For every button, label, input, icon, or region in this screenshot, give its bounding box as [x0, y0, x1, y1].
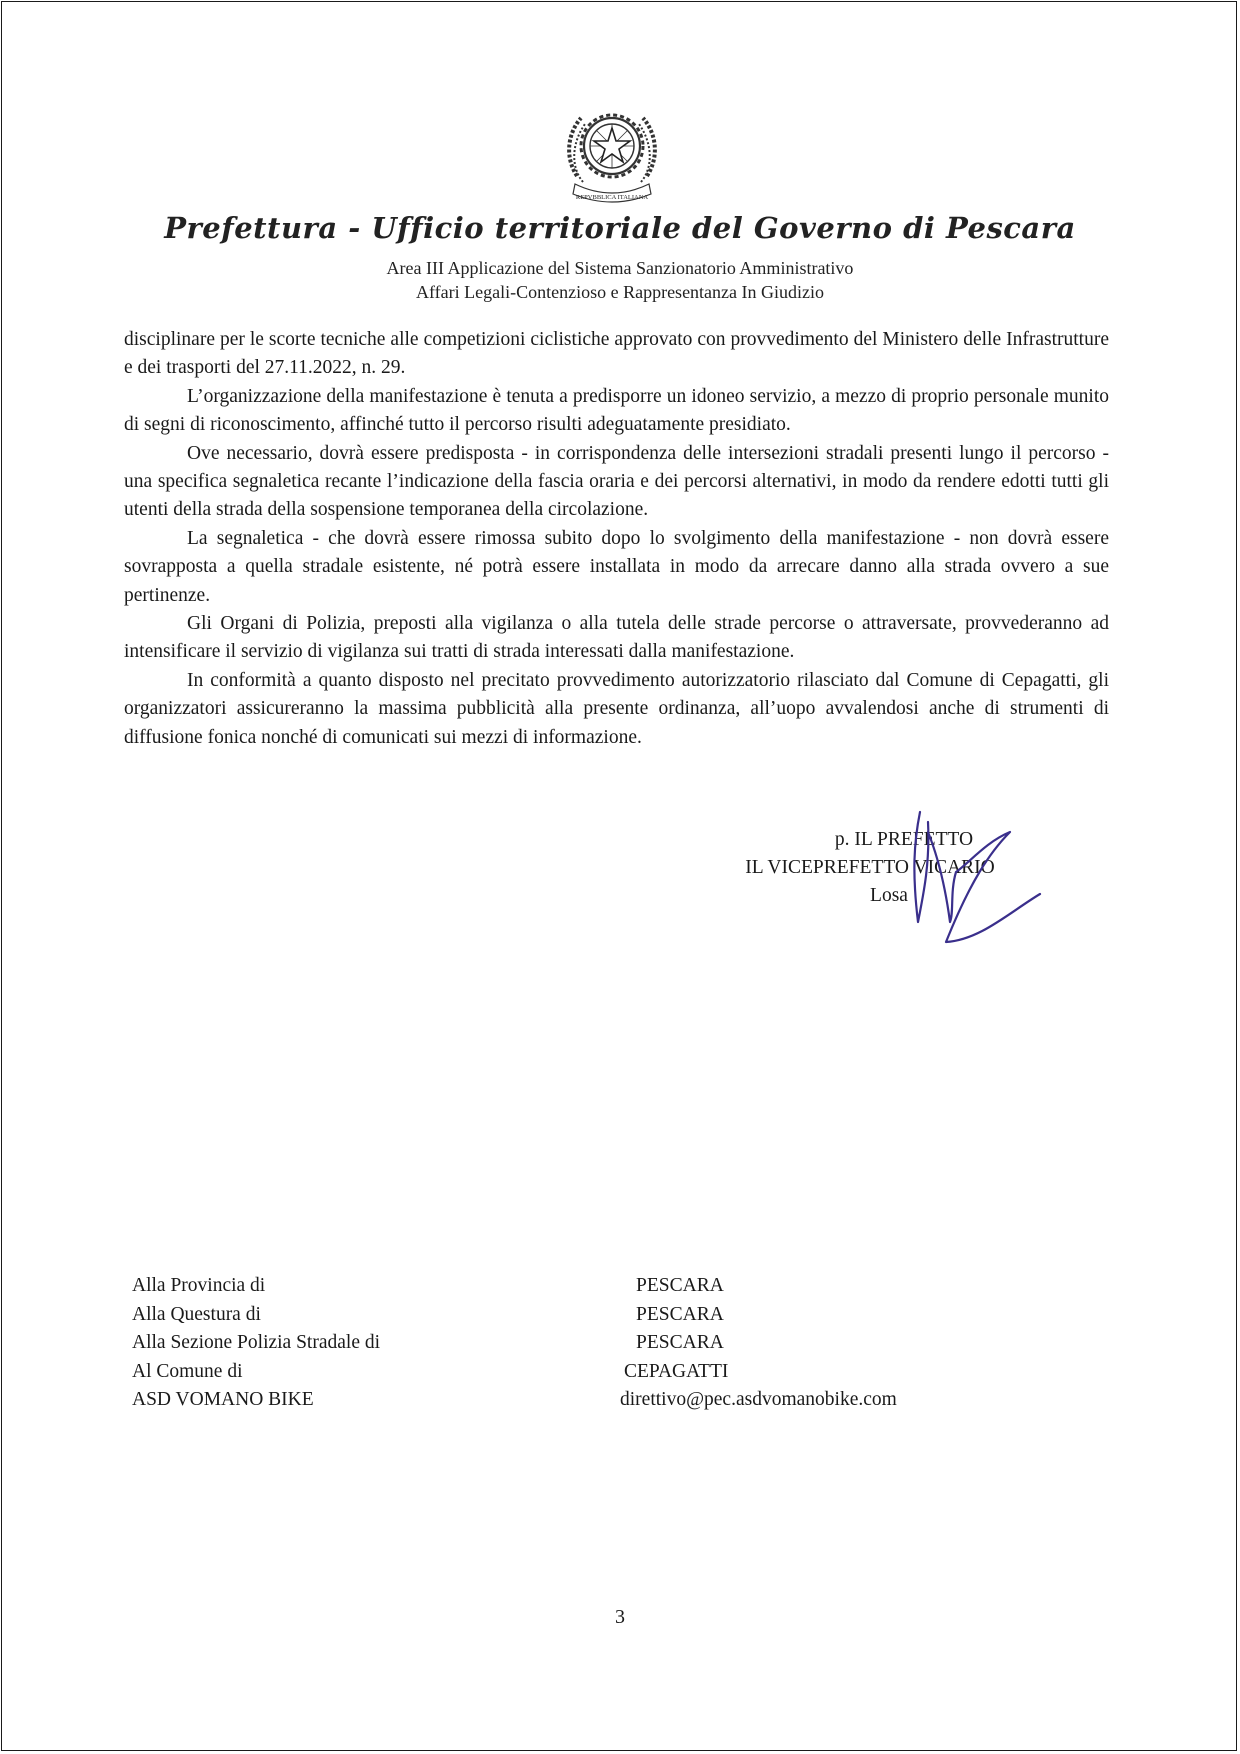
signature-line-prefetto: p. IL PREFETTO [834, 829, 974, 850]
recipient-place: CEPAGATTI [624, 1360, 729, 1382]
paragraph: disciplinare per le scorte tecniche alle competizioni ciclistiche approvato con provvedimento del Ministero delle Infrastrutture e dei trasporti del 27.11.2022, n. 29. [124, 329, 1109, 379]
recipient-name: ASD VOMANO BIKE [132, 1389, 314, 1411]
paragraph: In conformità a quanto disposto nel precitato provvedimento autorizzatorio rilasciato dal Comune di Cepagatti, gli organizzatori assicureranno la massima pubblicità alla presente ordinanza, all’uopo avvalendosi anche di strumenti di diffusione fonica nonché di comunicati sui mezzi di informazione. [124, 669, 1109, 748]
area-subtitle: Area III Applicazione del Sistema Sanzionatorio Amministrativo [386, 258, 854, 278]
recipient-email: direttivo@pec.asdvomanobike.com [620, 1389, 897, 1411]
recipients-list [132, 1272, 992, 1415]
italian-republic-emblem-icon [559, 98, 665, 210]
handwritten-signature [890, 802, 1050, 962]
ordinance-body [124, 326, 1109, 752]
signature-line-viceprefetto: IL VICEPREFETTO VICARIO [745, 857, 995, 878]
paragraph: Gli Organi di Polizia, preposti alla vigilanza o alla tutela delle strade percorse o attraversate, provvederanno ad intensificare il servizio di vigilanza sui tratti di strada interessati dalla manifestazione. [124, 613, 1109, 663]
page-number: 3 [615, 1606, 625, 1628]
recipient-name: Al Comune di [132, 1360, 243, 1382]
recipient-row [132, 1272, 992, 1301]
recipient-place: PESCARA [636, 1275, 724, 1296]
recipient-row [132, 1301, 992, 1330]
recipient-name: Alla Sezione Polizia Stradale di [132, 1332, 381, 1354]
office-title: Prefettura - Ufficio territoriale del Governo di Pescara [164, 211, 1076, 245]
recipient-row [132, 1386, 992, 1415]
emblem-ribbon-text: REPVBBLICA ITALIANA [575, 194, 649, 201]
recipient-row [132, 1358, 992, 1387]
signature-line-name: Losa [870, 885, 908, 906]
recipient-place: PESCARA [636, 1332, 724, 1354]
recipient-name: Alla Provincia di [132, 1275, 266, 1296]
paragraph: L’organizzazione della manifestazione è tenuta a predisporre un idoneo servizio, a mezzo di proprio personale munito di segni di riconoscimento, affinché tutto il percorso risulti adeguatamente presidiato. [124, 385, 1109, 436]
recipient-name: Alla Questura di [132, 1303, 261, 1325]
affari-subtitle: Affari Legali-Contenzioso e Rappresentanza In Giudizio [415, 282, 825, 302]
paragraph: Ove necessario, dovrà essere predisposta - in corrispondenza delle intersezioni stradali presenti lungo il percorso - una specifica segnaletica recante l’indicazione della fascia oraria e dei percorsi alternativi, in modo da rendere edotti tutti gli utenti della strada della sospensione temporanea della circolazione. [124, 442, 1109, 521]
recipient-place: PESCARA [636, 1303, 724, 1325]
paragraph: La segnaletica - che dovrà essere rimossa subito dopo lo svolgimento della manifestazione - non dovrà essere sovrapposta a quella stradale esistente, né potrà essere installata in modo da arrecare danno alla strada ovvero a sue pertinenze. [124, 527, 1109, 606]
recipient-row [132, 1329, 992, 1358]
